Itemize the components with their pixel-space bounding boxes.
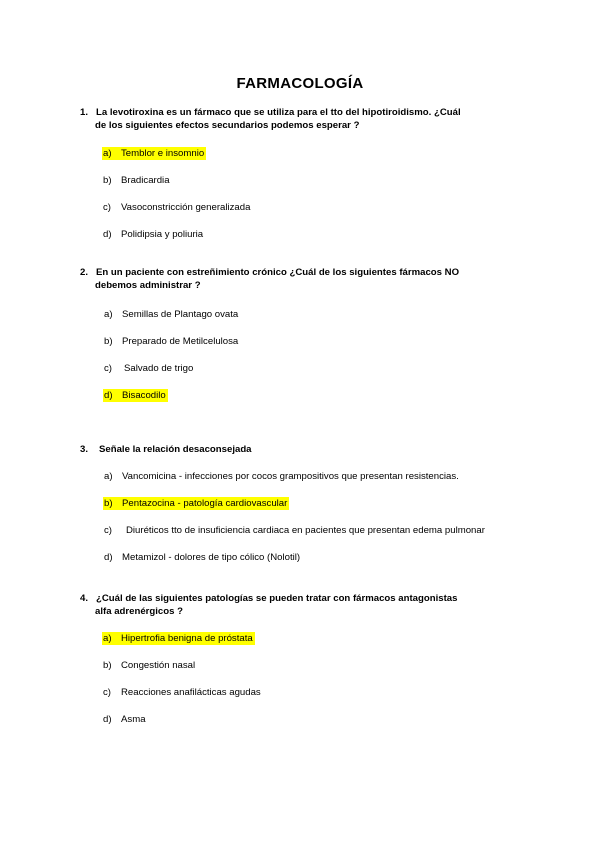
option-text: Metamizol - dolores de tipo cólico (Nolotil) [122, 552, 301, 563]
option-letter: d) [104, 552, 113, 563]
option-text: Bisacodilo [122, 390, 166, 401]
option-letter: d) [104, 390, 113, 401]
question-text-line1: Señale la relación desaconsejada [99, 444, 252, 455]
option-text: Diuréticos tto de insuficiencia cardiaca en pacientes que presentan edema pulmonar [126, 525, 485, 536]
option-1c[interactable] [103, 201, 250, 214]
question-text-line2: alfa adrenérgicos ? [95, 606, 183, 617]
question-text-line1: ¿Cuál de las siguientes patologías se pueden tratar con fármacos antagonistas [96, 593, 458, 604]
option-letter: b) [103, 660, 112, 671]
option-3a[interactable] [104, 470, 459, 483]
option-text: Pentazocina - patología cardiovascular [122, 498, 288, 509]
option-text: Bradicardia [121, 175, 170, 186]
option-1b[interactable] [103, 174, 170, 187]
option-1d[interactable] [103, 228, 203, 241]
option-text: Polidipsia y poliuria [121, 229, 204, 240]
page-title: FARMACOLOGÍA [236, 75, 364, 92]
option-text: Reacciones anafilácticas agudas [121, 687, 261, 698]
option-text: Vancomicina - infecciones por cocos grampositivos que presentan resistencias. [122, 471, 459, 482]
option-letter: a) [104, 309, 113, 320]
option-text: Hipertrofia benigna de próstata [121, 633, 253, 644]
option-3d[interactable] [104, 551, 300, 564]
option-letter: d) [103, 714, 112, 725]
option-text: Vasoconstricción generalizada [121, 202, 251, 213]
option-3b[interactable] [104, 497, 289, 510]
question-text-line2: de los siguientes efectos secundarios podemos esperar ? [95, 120, 360, 131]
option-text: Temblor e insomnio [121, 148, 205, 159]
option-letter: a) [103, 633, 112, 644]
question-3 [80, 443, 252, 456]
question-2 [80, 266, 459, 292]
option-letter: c) [103, 687, 111, 698]
option-2c[interactable] [104, 362, 193, 375]
option-letter: c) [103, 202, 111, 213]
option-1a[interactable] [103, 147, 206, 160]
option-3c[interactable] [104, 524, 485, 537]
option-4c[interactable] [103, 686, 261, 699]
option-letter: a) [103, 148, 112, 159]
option-text: Asma [121, 714, 146, 725]
option-letter: b) [104, 498, 113, 509]
option-letter: c) [104, 363, 112, 374]
question-text-line1: La levotiroxina es un fármaco que se utiliza para el tto del hipotiroidismo. ¿Cuál [96, 107, 461, 118]
option-text: Congestión nasal [121, 660, 196, 671]
option-4b[interactable] [103, 659, 195, 672]
option-letter: c) [104, 525, 112, 536]
option-text: Semillas de Plantago ovata [122, 309, 239, 320]
option-letter: a) [104, 471, 113, 482]
option-2d[interactable] [104, 389, 168, 402]
question-number: 3. [80, 444, 89, 455]
answer-highlight [102, 147, 206, 160]
question-number: 1. [80, 107, 89, 118]
question-number: 2. [80, 267, 89, 278]
option-letter: b) [103, 175, 112, 186]
question-text-line1: En un paciente con estreñimiento crónico ¿Cuál de los siguientes fármacos NO [96, 267, 460, 278]
option-2a[interactable] [104, 308, 238, 321]
answer-highlight [103, 497, 289, 510]
option-4d[interactable] [103, 713, 146, 726]
option-2b[interactable] [104, 335, 238, 348]
option-4a[interactable] [103, 632, 255, 645]
question-text-line2: debemos administrar ? [95, 280, 201, 291]
option-letter: b) [104, 336, 113, 347]
option-letter: d) [103, 229, 112, 240]
answer-highlight [103, 389, 168, 402]
question-number: 4. [80, 593, 89, 604]
option-text: Salvado de trigo [124, 363, 194, 374]
answer-highlight [102, 632, 255, 645]
question-4 [80, 592, 457, 618]
option-text: Preparado de Metilcelulosa [122, 336, 239, 347]
question-1 [80, 106, 461, 132]
